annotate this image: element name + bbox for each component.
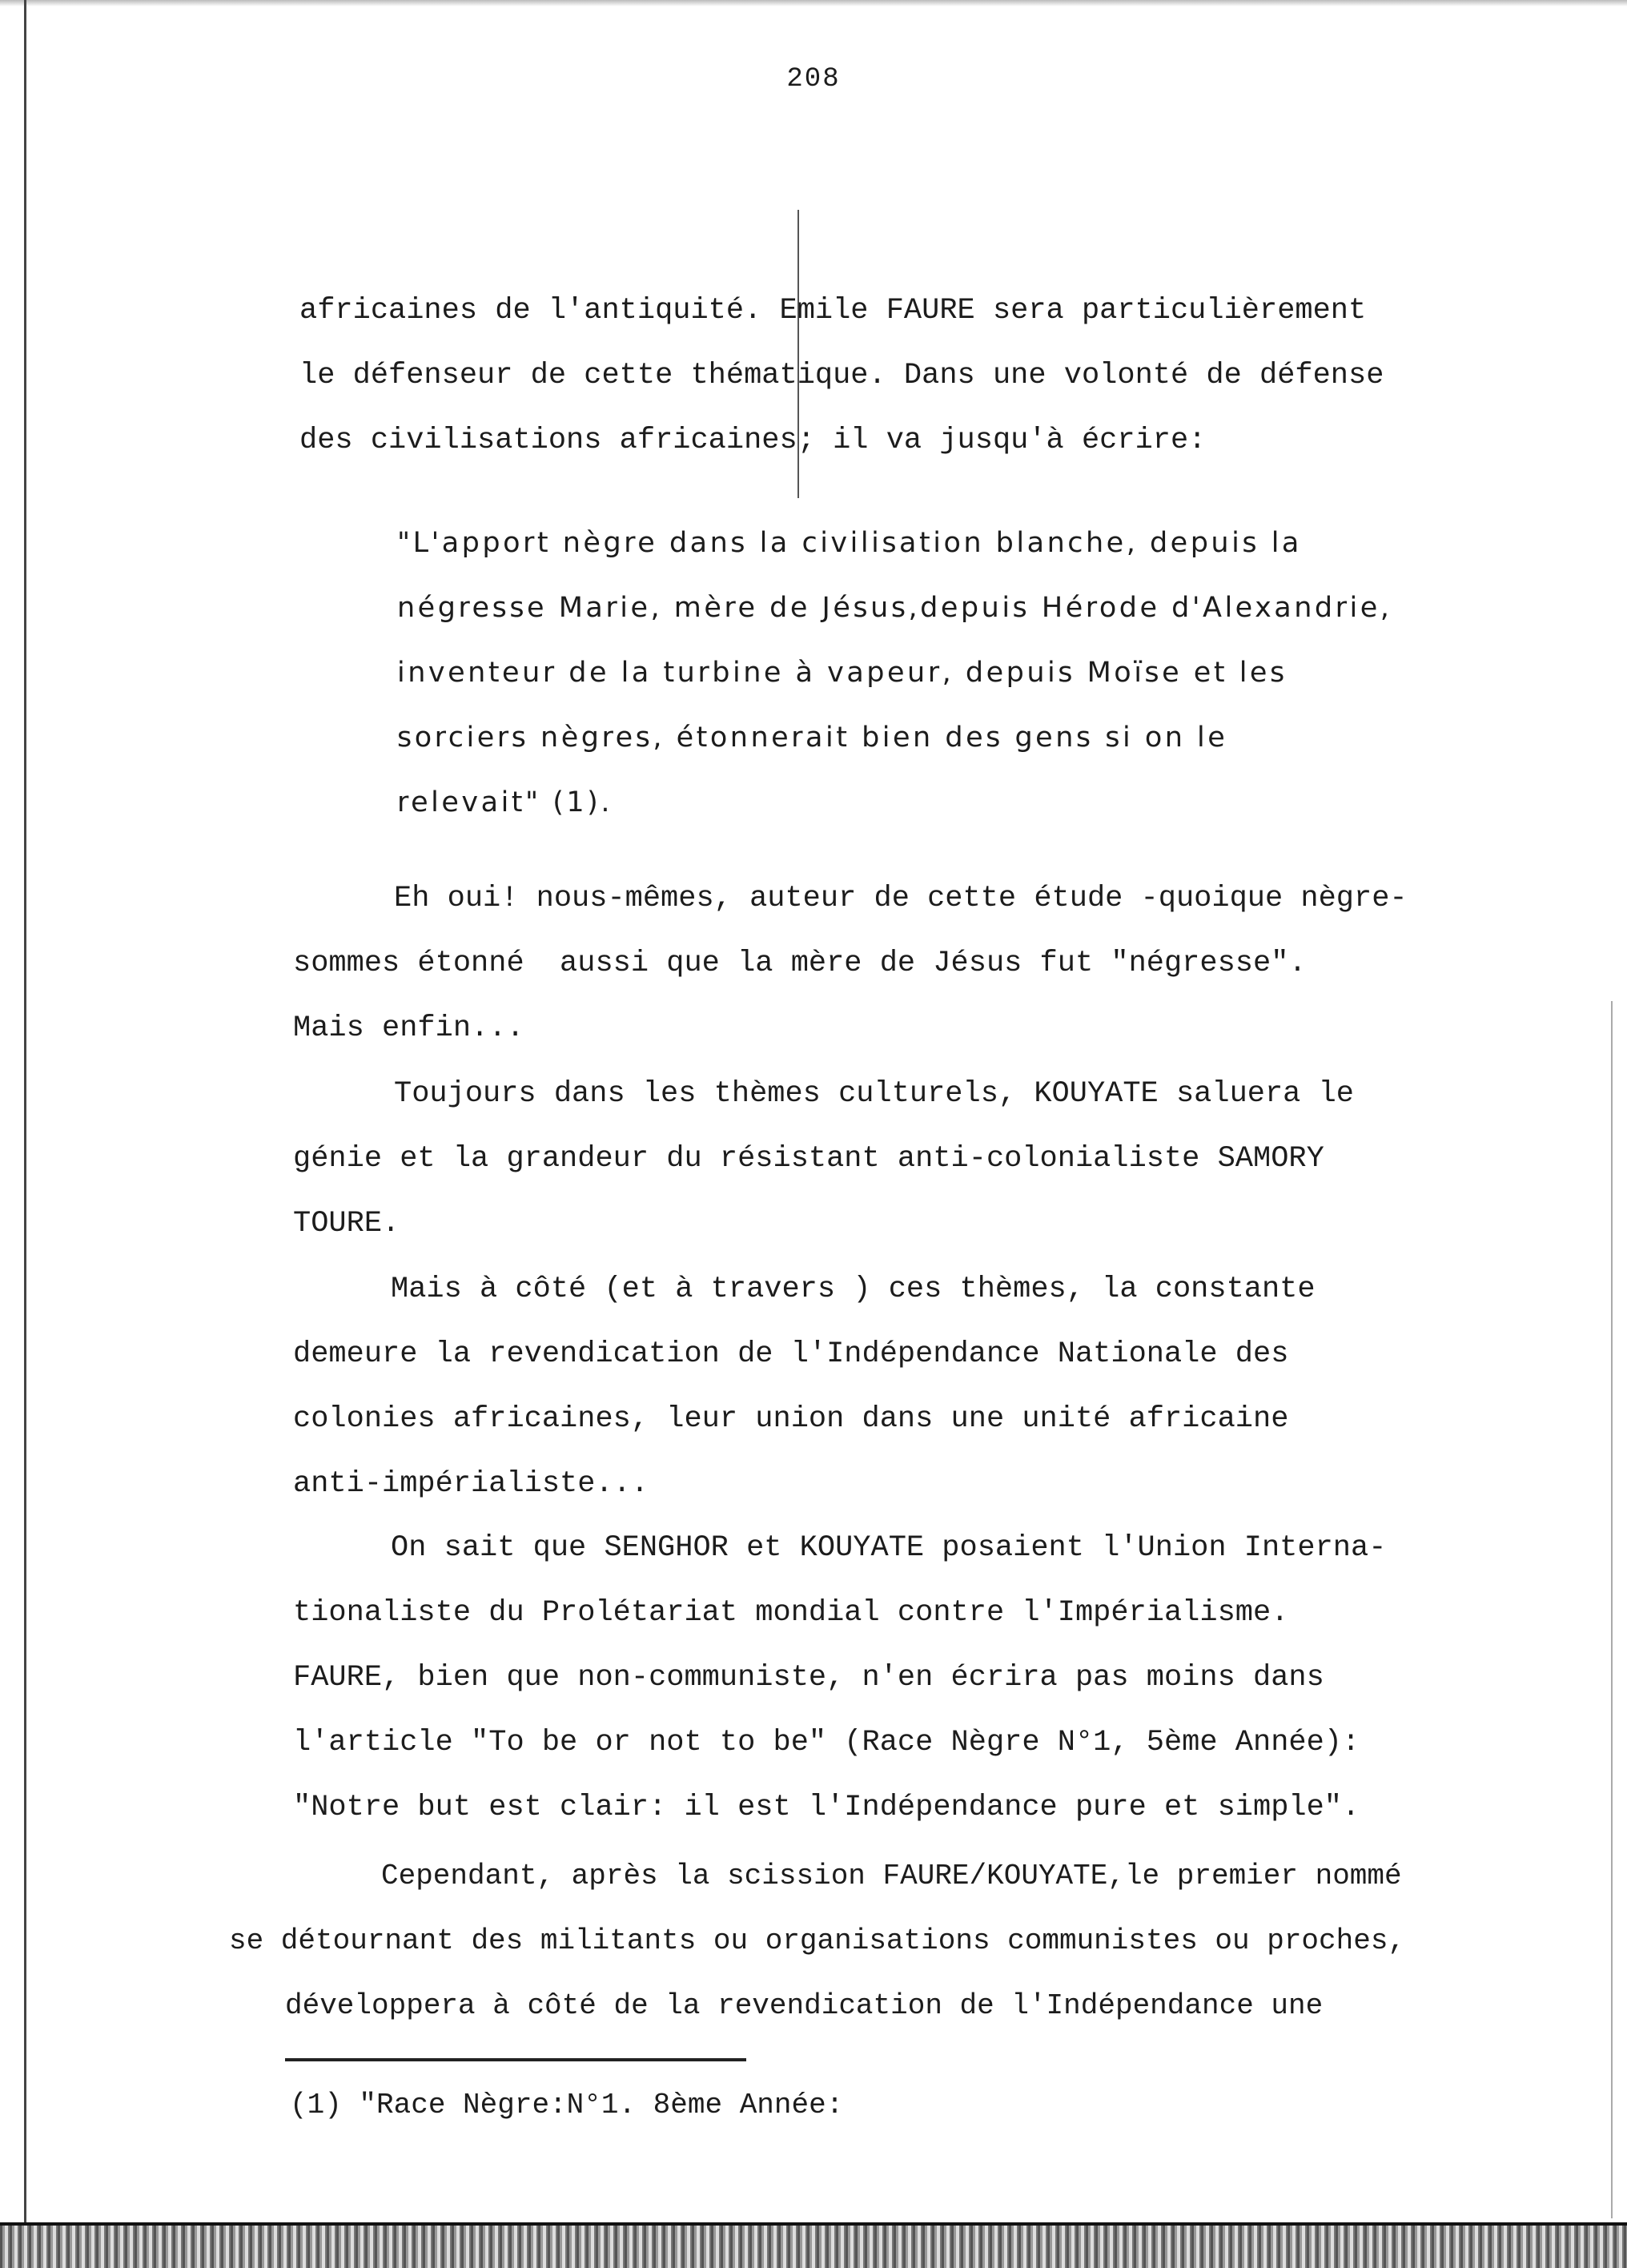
paragraph-2: Eh oui! nous-mêmes, auteur de cette étude -quoique nègre- sommes étonné aussi que la mère de Jésus fut "négresse". Mais enfin... xyxy=(293,882,1408,1045)
paragraph-6 xyxy=(229,1844,1405,2038)
paragraph-6-line: se détournant des militants ou organisations communistes ou proches, xyxy=(229,1924,1406,1957)
scan-left-edge xyxy=(24,0,26,2242)
paragraph-3: Toujours dans les thèmes culturels, KOUYATE saluera le génie et la grandeur du résistant anti-colonialiste SAMORY TOURE. xyxy=(293,1077,1354,1241)
scan-bottom-strip xyxy=(0,2222,1627,2268)
scan-top-edge xyxy=(0,0,1627,6)
page-number: 208 xyxy=(786,64,841,94)
scan-right-edge xyxy=(1611,1001,1613,2218)
footnote: (1) "Race Nègre:N°1. 8ème Année: xyxy=(290,2089,844,2121)
paragraph-4: Mais à côté (et à travers ) ces thèmes, la constante demeure la revendication de l'Indépendance Nationale des colonies africaines, leur union dans une unité africaine anti-impérialiste... xyxy=(293,1273,1316,1501)
block-quote: "L'apport nègre dans la civilisation blanche, depuis la négresse Marie, mère de Jésus,depuis Hérode d'Alexandrie, inventeur de la turbine à vapeur, depuis Moïse et les sorciers nègres, étonnerait bien des gens si on le relevait" (1). xyxy=(397,527,1392,818)
paragraph-1: africaines de l'antiquité. Emile FAURE sera particulièrement le défenseur de cette thématique. Dans une volonté de défense des civilisations africaines; il va jusqu'à écrire: xyxy=(299,294,1384,457)
paragraph-6-line: Cependant, après la scission FAURE/KOUYATE,le premier nommé xyxy=(381,1860,1402,1892)
paragraph-6-line: développera à côté de la revendication de l'Indépendance une xyxy=(285,1989,1324,2022)
footnote-rule xyxy=(285,2058,746,2061)
paragraph-5: On sait que SENGHOR et KOUYATE posaient l'Union Interna- tionaliste du Prolétariat mondial contre l'Impérialisme. FAURE, bien que non-communiste, n'en écrira pas moins dans l'article "To be or not to be" (Race Nègre N°1, 5ème Année): "Notre but est clair: il est l'Indépendance pure et simple". xyxy=(293,1531,1387,1824)
